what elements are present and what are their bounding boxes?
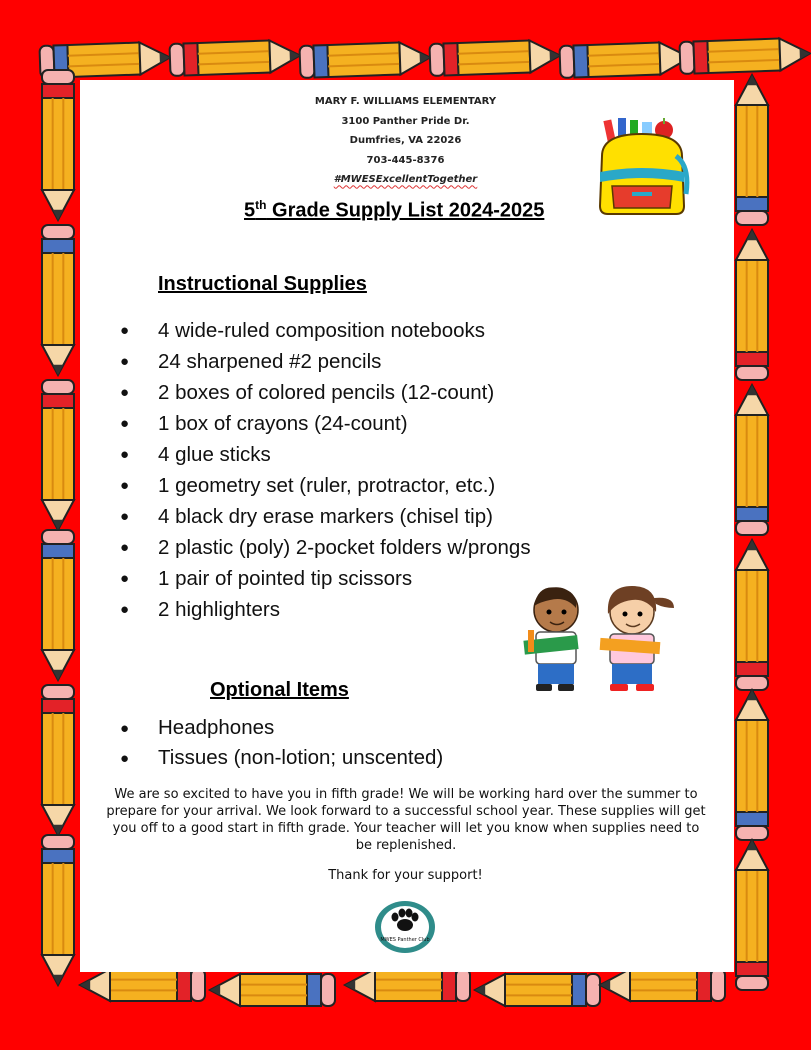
- list-item: ● 4 black dry erase markers (chisel tip): [120, 501, 531, 532]
- school-hashtag: #MWESExcellentTogether: [333, 174, 478, 186]
- pencil-icon: [42, 380, 74, 530]
- pencil-icon: [42, 835, 74, 985]
- title-grade-suffix: th: [255, 198, 267, 212]
- school-name: MARY F. WILLIAMS ELEMENTARY: [314, 96, 497, 107]
- list-item: ● 1 geometry set (ruler, protractor, etc.): [120, 470, 531, 501]
- list-item: ● 4 glue sticks: [120, 439, 531, 470]
- title-grade-number: 5: [244, 199, 256, 222]
- instructional-heading: Instructional Supplies: [158, 273, 367, 295]
- pencil-icon: [736, 840, 768, 990]
- school-street: 3100 Panther Pride Dr.: [341, 115, 470, 127]
- pencil-icon: [736, 540, 768, 690]
- school-city: Dumfries, VA 22026: [349, 135, 462, 147]
- list-item: ● Headphones: [120, 713, 443, 743]
- list-item: ● 2 plastic (poly) 2-pocket folders w/prongs: [120, 532, 531, 563]
- students-icon: [514, 578, 682, 698]
- thanks-note: Thank for your support!: [328, 868, 483, 883]
- page-title: [244, 198, 544, 223]
- pencil-icon: [736, 690, 768, 840]
- school-phone: 703-445-8376: [366, 154, 445, 166]
- pencil-icon: [736, 230, 768, 380]
- logo-text: MWES Panther Club: [380, 937, 430, 943]
- list-item: ● 24 sharpened #2 pencils: [120, 346, 531, 377]
- pencil-icon: [42, 530, 74, 680]
- list-item: ● 2 highlighters: [120, 594, 531, 625]
- list-item: ● Tissues (non-lotion; unscented): [120, 743, 443, 773]
- list-item: ● 1 box of crayons (24-count): [120, 408, 531, 439]
- list-item: ● 2 boxes of colored pencils (12-count): [120, 377, 531, 408]
- pencil-icon: [42, 685, 74, 835]
- optional-heading: Optional Items: [210, 679, 349, 701]
- list-item: ● 4 wide-ruled composition notebooks: [120, 315, 531, 346]
- title-text: Grade Supply List 2024-2025: [266, 199, 545, 222]
- backpack-icon: [592, 116, 692, 218]
- panther-club-logo: [373, 900, 437, 954]
- optional-list: [120, 713, 443, 773]
- pencil-icon: [736, 385, 768, 535]
- list-item: ● 1 pair of pointed tip scissors: [120, 563, 531, 594]
- welcome-message: We are so excited to have you in fifth grade! We will be working hard over the summer to prepare for your arrival. We look forward to a successful school year. These supplies will get you off to a good start in fifth grade. Your teacher will let you know when supplies need to be replenished.: [106, 787, 706, 853]
- instructional-list: [120, 315, 531, 625]
- pencil-icon: [42, 225, 74, 375]
